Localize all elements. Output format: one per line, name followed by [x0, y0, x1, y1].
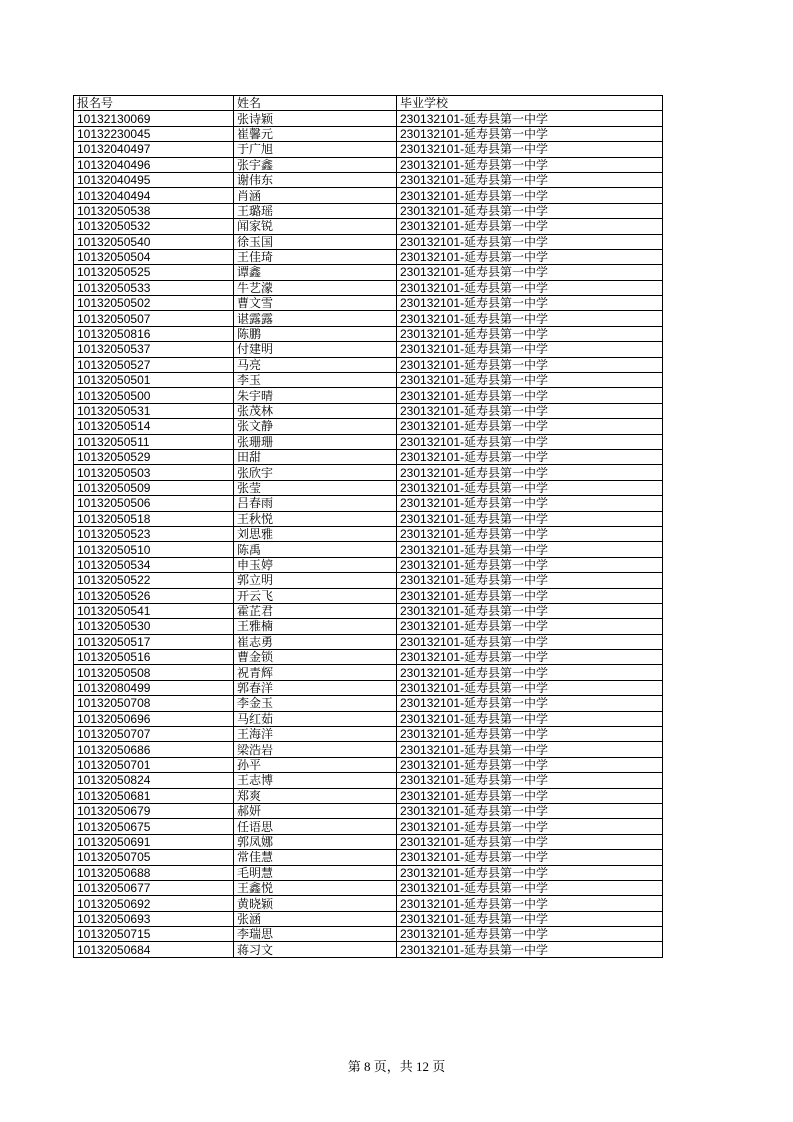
table-row: [74, 542, 663, 557]
table-row: [74, 834, 663, 849]
school-cell: 230132101-延寿县第一中学: [397, 111, 663, 126]
registration-number-cell: 10132040494: [74, 188, 234, 203]
table-row: [74, 942, 663, 957]
name-cell: 陈禹: [234, 542, 397, 557]
table-row: [74, 188, 663, 203]
school-cell: 230132101-延寿县第一中学: [397, 865, 663, 880]
table-row: [74, 650, 663, 665]
school-cell: 230132101-延寿县第一中学: [397, 126, 663, 141]
table-row: [74, 203, 663, 218]
table-row: [74, 665, 663, 680]
registration-number-cell: 10132050514: [74, 419, 234, 434]
school-cell: 230132101-延寿县第一中学: [397, 496, 663, 511]
name-cell: 谭鑫: [234, 265, 397, 280]
name-cell: 张宇鑫: [234, 157, 397, 172]
school-cell: 230132101-延寿县第一中学: [397, 680, 663, 695]
school-cell: 230132101-延寿县第一中学: [397, 188, 663, 203]
school-cell: 230132101-延寿县第一中学: [397, 311, 663, 326]
name-cell: 郭春洋: [234, 680, 397, 695]
registration-number-cell: 10132050532: [74, 219, 234, 234]
registration-number-cell: 10132050504: [74, 249, 234, 264]
registration-number-cell: 10132050708: [74, 696, 234, 711]
school-cell: 230132101-延寿县第一中学: [397, 803, 663, 818]
table-row: [74, 111, 663, 126]
name-cell: 张珊珊: [234, 434, 397, 449]
name-cell: 王志博: [234, 773, 397, 788]
registration-number-cell: 10132050517: [74, 634, 234, 649]
name-cell: 张涵: [234, 911, 397, 926]
registration-number-cell: 10132050529: [74, 449, 234, 464]
registration-number-cell: 10132080499: [74, 680, 234, 695]
registration-number-cell: 10132050679: [74, 803, 234, 818]
school-cell: 230132101-延寿县第一中学: [397, 249, 663, 264]
name-cell: 李玉: [234, 373, 397, 388]
school-cell: 230132101-延寿县第一中学: [397, 619, 663, 634]
name-cell: 申玉婷: [234, 557, 397, 572]
school-cell: 230132101-延寿县第一中学: [397, 819, 663, 834]
name-cell: 田甜: [234, 449, 397, 464]
school-cell: 230132101-延寿县第一中学: [397, 480, 663, 495]
registration-number-cell: 10132050715: [74, 927, 234, 942]
table-row: [74, 480, 663, 495]
table-row: [74, 803, 663, 818]
registration-number-cell: 10132050677: [74, 880, 234, 895]
school-cell: 230132101-延寿县第一中学: [397, 773, 663, 788]
school-cell: 230132101-延寿县第一中学: [397, 927, 663, 942]
registration-number-cell: 10132050510: [74, 542, 234, 557]
table-row: [74, 280, 663, 295]
table-row: [74, 172, 663, 187]
name-cell: 郑爽: [234, 788, 397, 803]
name-cell: 张文静: [234, 419, 397, 434]
name-cell: 祝青辉: [234, 665, 397, 680]
table-row: [74, 557, 663, 572]
name-cell: 肖涵: [234, 188, 397, 203]
school-cell: 230132101-延寿县第一中学: [397, 850, 663, 865]
registration-number-cell: 10132050824: [74, 773, 234, 788]
table-row: [74, 373, 663, 388]
registration-number-cell: 10132050816: [74, 326, 234, 341]
school-cell: 230132101-延寿县第一中学: [397, 296, 663, 311]
table-row: [74, 496, 663, 511]
school-cell: 230132101-延寿县第一中学: [397, 280, 663, 295]
table-row: [74, 927, 663, 942]
name-cell: 马亮: [234, 357, 397, 372]
registration-number-cell: 10132050705: [74, 850, 234, 865]
table-row: [74, 234, 663, 249]
school-cell: 230132101-延寿县第一中学: [397, 357, 663, 372]
school-cell: 230132101-延寿县第一中学: [397, 388, 663, 403]
name-cell: 刘思雅: [234, 526, 397, 541]
school-cell: 230132101-延寿县第一中学: [397, 634, 663, 649]
name-cell: 毛明慧: [234, 865, 397, 880]
page-footer: 第 8 页，共 12 页: [347, 1059, 446, 1074]
registration-number-cell: 10132050538: [74, 203, 234, 218]
registration-number-cell: 10132050509: [74, 480, 234, 495]
registration-number-cell: 10132040495: [74, 172, 234, 187]
name-cell: 曹文雪: [234, 296, 397, 311]
registration-number-cell: 10132050503: [74, 465, 234, 480]
registration-number-cell: 10132050500: [74, 388, 234, 403]
table-row: [74, 680, 663, 695]
name-cell: 谌露露: [234, 311, 397, 326]
name-cell: 王雅楠: [234, 619, 397, 634]
table-row: [74, 619, 663, 634]
name-cell: 马红茹: [234, 711, 397, 726]
school-cell: 230132101-延寿县第一中学: [397, 142, 663, 157]
registration-number-cell: 10132050501: [74, 373, 234, 388]
table-row: [74, 588, 663, 603]
table-row: [74, 249, 663, 264]
header-row: [74, 96, 663, 111]
registration-number-cell: 10132050507: [74, 311, 234, 326]
table-row: [74, 865, 663, 880]
registration-number-cell: 10132050525: [74, 265, 234, 280]
table-row: [74, 419, 663, 434]
name-cell: 崔馨元: [234, 126, 397, 141]
registration-table: [73, 95, 663, 958]
table-row: [74, 157, 663, 172]
table-row: [74, 326, 663, 341]
school-cell: 230132101-延寿县第一中学: [397, 665, 663, 680]
registration-number-cell: 10132050541: [74, 603, 234, 618]
name-cell: 吕春雨: [234, 496, 397, 511]
registration-number-cell: 10132050686: [74, 742, 234, 757]
table-row: [74, 449, 663, 464]
school-cell: 230132101-延寿县第一中学: [397, 157, 663, 172]
school-cell: 230132101-延寿县第一中学: [397, 911, 663, 926]
name-cell: 李金玉: [234, 696, 397, 711]
registration-number-cell: 10132050707: [74, 727, 234, 742]
registration-number-cell: 10132050692: [74, 896, 234, 911]
registration-number-cell: 10132050508: [74, 665, 234, 680]
table-row: [74, 219, 663, 234]
registration-number-cell: 10132050701: [74, 757, 234, 772]
school-cell: 230132101-延寿县第一中学: [397, 573, 663, 588]
registration-number-cell: 10132050696: [74, 711, 234, 726]
table-row: [74, 573, 663, 588]
school-cell: 230132101-延寿县第一中学: [397, 326, 663, 341]
school-cell: 230132101-延寿县第一中学: [397, 434, 663, 449]
registration-number-cell: 10132050675: [74, 819, 234, 834]
registration-number-cell: 10132050522: [74, 573, 234, 588]
school-cell: 230132101-延寿县第一中学: [397, 650, 663, 665]
table-row: [74, 880, 663, 895]
school-cell: 230132101-延寿县第一中学: [397, 403, 663, 418]
table-row: [74, 727, 663, 742]
registration-number-cell: 10132050511: [74, 434, 234, 449]
table-row: [74, 603, 663, 618]
registration-number-cell: 10132050688: [74, 865, 234, 880]
school-cell: 230132101-延寿县第一中学: [397, 603, 663, 618]
table-row: [74, 296, 663, 311]
table-row: [74, 757, 663, 772]
registration-number-cell: 10132130069: [74, 111, 234, 126]
name-cell: 张诗颖: [234, 111, 397, 126]
name-cell: 闻家锐: [234, 219, 397, 234]
table-row: [74, 434, 663, 449]
table-row: [74, 773, 663, 788]
name-cell: 常佳慧: [234, 850, 397, 865]
registration-number-cell: 10132050693: [74, 911, 234, 926]
name-cell: 霍芷君: [234, 603, 397, 618]
name-cell: 黄晓颖: [234, 896, 397, 911]
name-cell: 于广旭: [234, 142, 397, 157]
registration-number-cell: 10132050537: [74, 342, 234, 357]
registration-number-cell: 10132050523: [74, 526, 234, 541]
school-cell: 230132101-延寿县第一中学: [397, 757, 663, 772]
name-cell: 王秋悦: [234, 511, 397, 526]
table-row: [74, 896, 663, 911]
school-cell: 230132101-延寿县第一中学: [397, 511, 663, 526]
table-row: [74, 788, 663, 803]
school-cell: 230132101-延寿县第一中学: [397, 234, 663, 249]
name-cell: 开云飞: [234, 588, 397, 603]
header-graduation-school: 毕业学校: [397, 96, 663, 111]
registration-number-cell: 10132040496: [74, 157, 234, 172]
school-cell: 230132101-延寿县第一中学: [397, 557, 663, 572]
name-cell: 任语思: [234, 819, 397, 834]
school-cell: 230132101-延寿县第一中学: [397, 419, 663, 434]
name-cell: 郭立明: [234, 573, 397, 588]
school-cell: 230132101-延寿县第一中学: [397, 526, 663, 541]
school-cell: 230132101-延寿县第一中学: [397, 742, 663, 757]
registration-number-cell: 10132050540: [74, 234, 234, 249]
table-row: [74, 511, 663, 526]
table-row: [74, 342, 663, 357]
name-cell: 崔志勇: [234, 634, 397, 649]
table-row: [74, 911, 663, 926]
registration-number-cell: 10132050502: [74, 296, 234, 311]
name-cell: 张欣宇: [234, 465, 397, 480]
name-cell: 梁浩岩: [234, 742, 397, 757]
registration-number-cell: 10132040497: [74, 142, 234, 157]
school-cell: 230132101-延寿县第一中学: [397, 588, 663, 603]
school-cell: 230132101-延寿县第一中学: [397, 449, 663, 464]
table-row: [74, 850, 663, 865]
school-cell: 230132101-延寿县第一中学: [397, 711, 663, 726]
table-row: [74, 403, 663, 418]
name-cell: 李瑞思: [234, 927, 397, 942]
header-name: 姓名: [234, 96, 397, 111]
registration-number-cell: 10132050534: [74, 557, 234, 572]
school-cell: 230132101-延寿县第一中学: [397, 788, 663, 803]
school-cell: 230132101-延寿县第一中学: [397, 880, 663, 895]
name-cell: 曹金锁: [234, 650, 397, 665]
table-row: [74, 526, 663, 541]
table-row: [74, 634, 663, 649]
table-row: [74, 265, 663, 280]
school-cell: 230132101-延寿县第一中学: [397, 727, 663, 742]
registration-number-cell: 10132050526: [74, 588, 234, 603]
registration-number-cell: 10132050681: [74, 788, 234, 803]
name-cell: 张茂林: [234, 403, 397, 418]
school-cell: 230132101-延寿县第一中学: [397, 896, 663, 911]
school-cell: 230132101-延寿县第一中学: [397, 172, 663, 187]
school-cell: 230132101-延寿县第一中学: [397, 342, 663, 357]
registration-number-cell: 10132050691: [74, 834, 234, 849]
table-body: [74, 111, 663, 957]
school-cell: 230132101-延寿县第一中学: [397, 203, 663, 218]
table-row: [74, 126, 663, 141]
registration-number-cell: 10132050530: [74, 619, 234, 634]
table-row: [74, 388, 663, 403]
registration-number-cell: 10132050533: [74, 280, 234, 295]
header-registration-number: 报名号: [74, 96, 234, 111]
name-cell: 付建明: [234, 342, 397, 357]
name-cell: 谢伟东: [234, 172, 397, 187]
name-cell: 朱宇晴: [234, 388, 397, 403]
name-cell: 王佳琦: [234, 249, 397, 264]
name-cell: 徐玉国: [234, 234, 397, 249]
name-cell: 蒋习文: [234, 942, 397, 957]
table-row: [74, 311, 663, 326]
name-cell: 陈鹏: [234, 326, 397, 341]
school-cell: 230132101-延寿县第一中学: [397, 373, 663, 388]
name-cell: 牛艺濛: [234, 280, 397, 295]
name-cell: 郝妍: [234, 803, 397, 818]
table-row: [74, 465, 663, 480]
name-cell: 王璐瑶: [234, 203, 397, 218]
school-cell: 230132101-延寿县第一中学: [397, 265, 663, 280]
school-cell: 230132101-延寿县第一中学: [397, 542, 663, 557]
table-row: [74, 142, 663, 157]
table-row: [74, 696, 663, 711]
registration-number-cell: 10132050684: [74, 942, 234, 957]
table-row: [74, 819, 663, 834]
school-cell: 230132101-延寿县第一中学: [397, 696, 663, 711]
table-row: [74, 742, 663, 757]
school-cell: 230132101-延寿县第一中学: [397, 465, 663, 480]
table-row: [74, 711, 663, 726]
registration-number-cell: 10132050518: [74, 511, 234, 526]
table-row: [74, 357, 663, 372]
name-cell: 孙平: [234, 757, 397, 772]
school-cell: 230132101-延寿县第一中学: [397, 834, 663, 849]
registration-number-cell: 10132050527: [74, 357, 234, 372]
name-cell: 王海洋: [234, 727, 397, 742]
registration-number-cell: 10132050506: [74, 496, 234, 511]
school-cell: 230132101-延寿县第一中学: [397, 942, 663, 957]
registration-number-cell: 10132230045: [74, 126, 234, 141]
registration-number-cell: 10132050531: [74, 403, 234, 418]
school-cell: 230132101-延寿县第一中学: [397, 219, 663, 234]
registration-number-cell: 10132050516: [74, 650, 234, 665]
name-cell: 张莹: [234, 480, 397, 495]
name-cell: 郭凤娜: [234, 834, 397, 849]
name-cell: 王鑫悦: [234, 880, 397, 895]
